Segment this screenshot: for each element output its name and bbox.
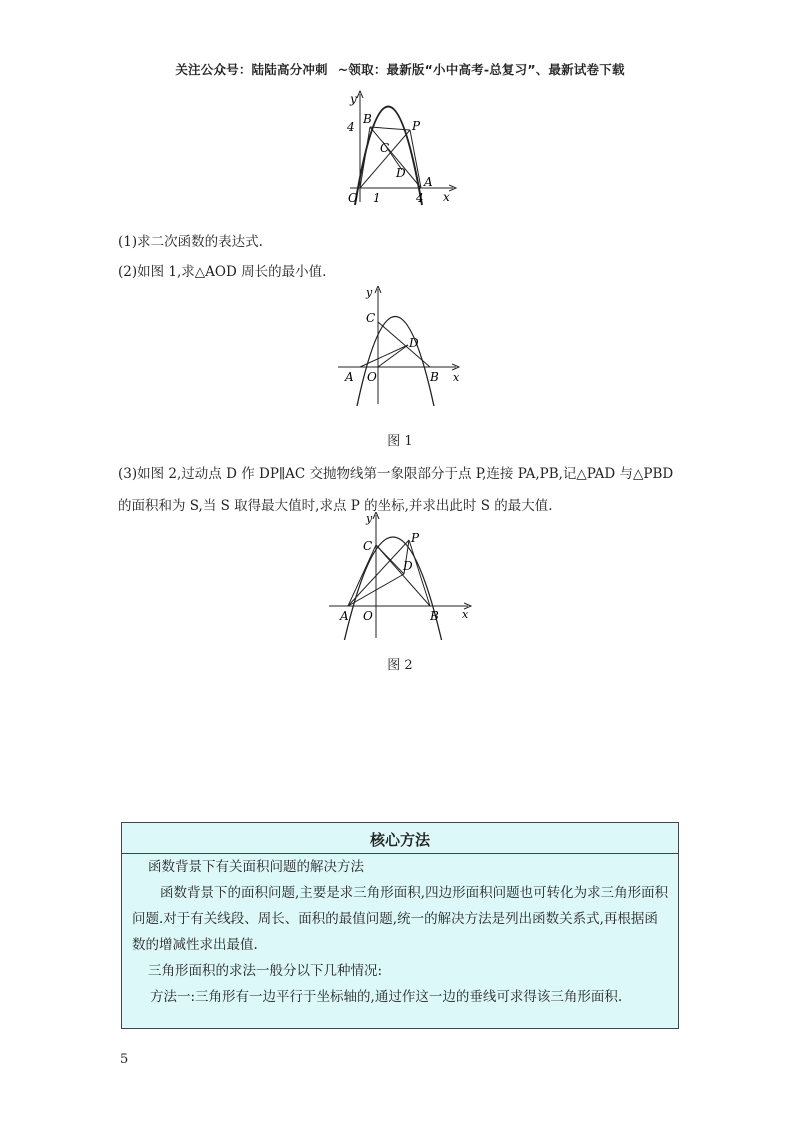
header-right: ~领取：最新版“小中高考-总复习”、最新试卷下载 — [337, 62, 625, 77]
figure-2-svg — [326, 512, 476, 640]
label-y: y — [350, 92, 357, 106]
method-paragraph-2: 三角形面积的求法一般分以下几种情况: — [148, 963, 383, 979]
segment-OD — [378, 345, 408, 367]
label-x: x — [453, 371, 460, 384]
core-method-box — [121, 822, 679, 1029]
page-header — [0, 60, 800, 78]
header-left: 关注公众号：陆陆高分冲刺 — [175, 62, 328, 77]
question-1: (1)求二次函数的表达式. — [118, 234, 263, 250]
figure-top-svg — [340, 90, 460, 210]
label-4-y: 4 — [347, 120, 355, 134]
method-subtitle: 函数背景下有关面积问题的解决方法 — [148, 859, 364, 875]
label-x: x — [443, 190, 450, 204]
label-x: x — [462, 608, 469, 621]
segment-PB — [409, 540, 430, 606]
core-method-title: 核心方法 — [369, 831, 430, 849]
label-P: P — [412, 119, 421, 133]
figure-2 — [326, 512, 476, 640]
question-2: (2)如图 1,求△AOD 周长的最小值. — [118, 264, 327, 280]
segment-AD — [360, 345, 408, 367]
label-B: B — [430, 609, 439, 623]
label-O: O — [363, 609, 373, 623]
segment-PA — [410, 130, 421, 188]
label-y: y — [366, 512, 373, 525]
figure-1-caption: 图 1 — [387, 434, 413, 449]
label-C: C — [363, 539, 373, 553]
label-y: y — [366, 286, 373, 299]
label-A: A — [424, 175, 433, 189]
label-A: A — [340, 609, 349, 623]
label-A: A — [345, 370, 354, 384]
label-D: D — [409, 336, 419, 350]
label-C: C — [366, 311, 376, 325]
segment-AP — [348, 540, 409, 606]
figure-1 — [338, 286, 468, 406]
label-D: D — [396, 166, 406, 180]
label-C: C — [380, 141, 390, 155]
label-P: P — [411, 531, 420, 545]
method-paragraph-3: 方法一:三角形有一边平行于坐标轴的,通过作这一边的垂线可求得该三角形面积. — [150, 989, 623, 1005]
segment-CB — [376, 545, 430, 606]
label-O: O — [348, 191, 358, 205]
figure-1-svg — [338, 286, 468, 406]
figure-top — [340, 90, 460, 210]
label-4-x: 4 — [416, 191, 424, 205]
page-number: 5 — [120, 1052, 129, 1067]
label-D: D — [403, 559, 413, 573]
method-paragraph-1: 函数背景下的面积问题,主要是求三角形面积,四边形面积问题也可转化为求三角形面积问题.对于有关线段、周长、面积的最值问题,统一的解决方法是列出函数关系式,再根据函数的增减性求出最值. — [132, 885, 669, 953]
question-3: (3)如图 2,过动点 D 作 DP∥AC 交抛物线第一象限部分于点 P,连接 PA,PB,记△PAD 与△PBD 的面积和为 S,当 S 取得最大值时,求点 P 的坐标,并求出此时 S 的最大值. — [118, 466, 674, 514]
label-1: 1 — [373, 191, 381, 205]
label-B: B — [363, 112, 372, 126]
figure-2-caption: 图 2 — [387, 658, 413, 673]
label-O: O — [367, 370, 377, 384]
label-B: B — [430, 370, 439, 384]
segment-AC — [348, 545, 376, 606]
segment-CB — [378, 322, 430, 367]
parabola — [344, 537, 442, 640]
